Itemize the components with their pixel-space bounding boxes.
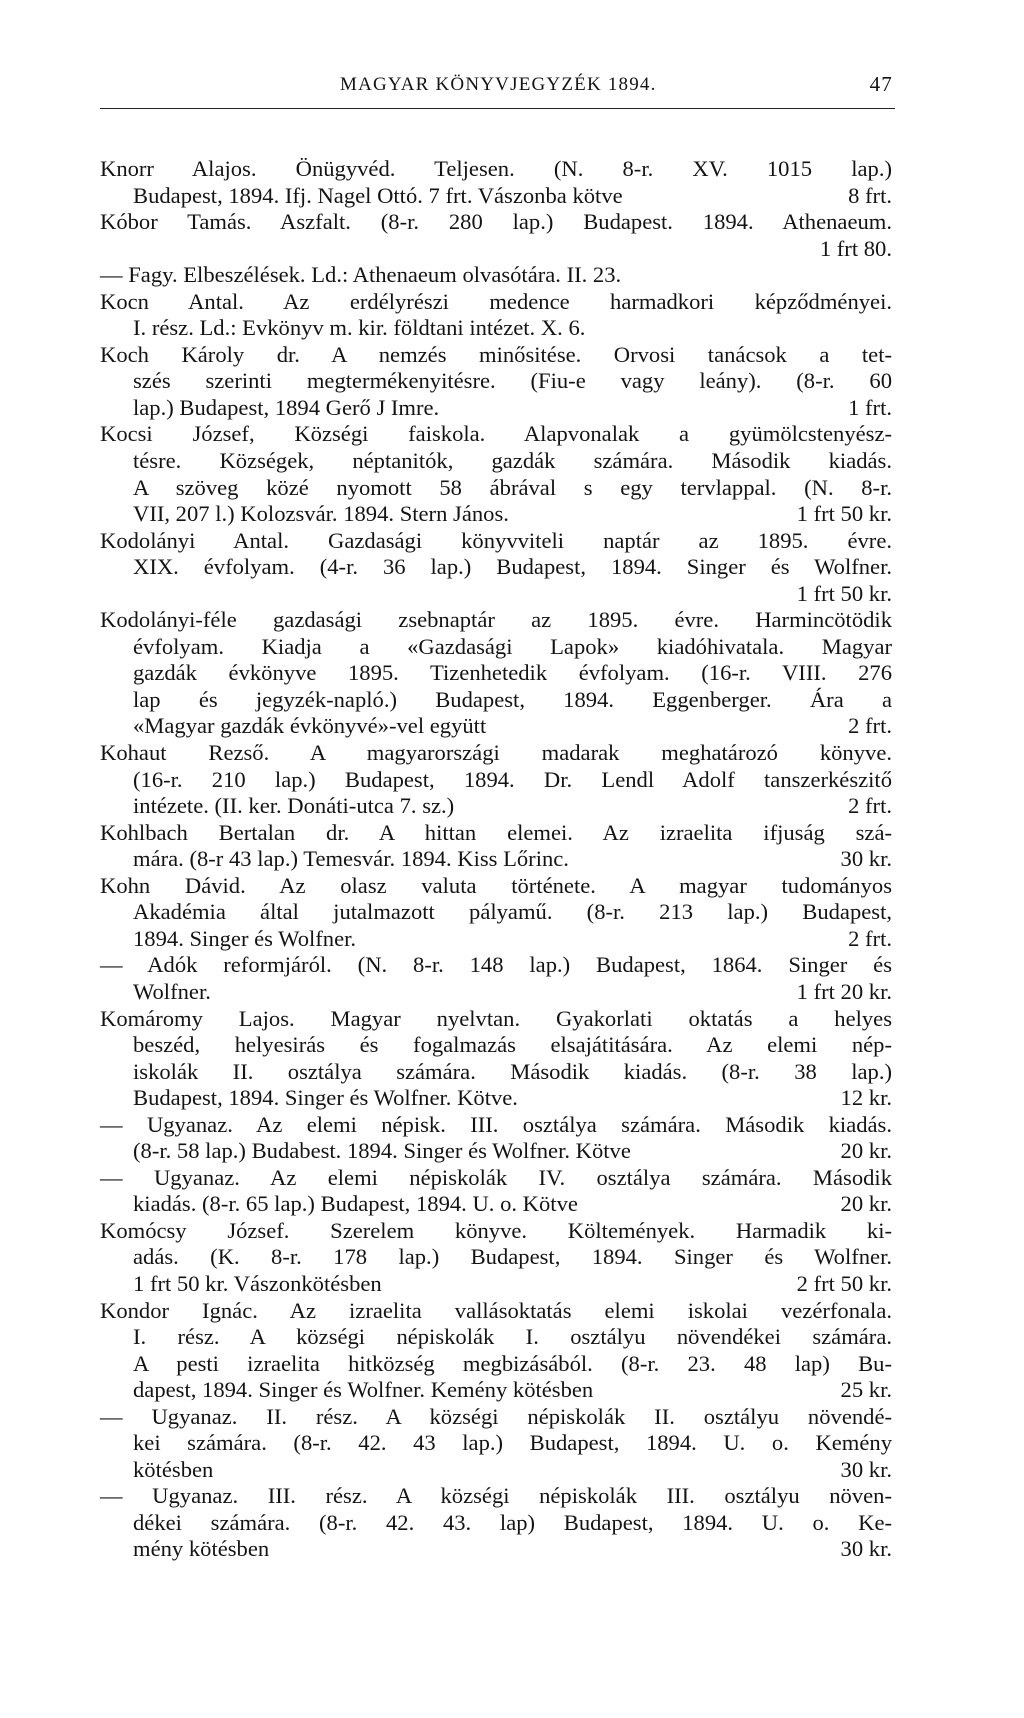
entry-price: 20 kr.: [840, 1191, 892, 1217]
entry-line: Kóbor Tamás. Aszfalt. (8-r. 280 lap.) Budapest. 1894. Athenaeum.: [100, 209, 892, 235]
entry-line: [100, 979, 892, 1006]
entry-text: mény kötésben: [133, 1536, 270, 1562]
entry-line: [100, 1085, 892, 1112]
entry-line: [100, 1377, 892, 1404]
entry-line: Akadémia által jutalmazott pályamű. (8-r. 213 lap.) Budapest,: [133, 899, 892, 925]
entry-line: dékei számára. (8-r. 42. 43. lap) Budapest, 1894. U. o. Ke-: [133, 1509, 892, 1535]
catalog-entry: [100, 873, 892, 953]
entry-text: kiadás. (8-r. 65 lap.) Budapest, 1894. U. o. Kötve: [133, 1191, 578, 1217]
entry-line: [100, 1271, 892, 1298]
entry-line: Kocsi József, Községi faiskola. Alapvonalak a gyümölcstenyész-: [100, 421, 892, 447]
entry-text: «Magyar gazdák évkönyvé»-vel együtt: [133, 713, 487, 739]
catalog-entry: [100, 1483, 892, 1563]
entry-line: gazdák évkönyve 1895. Tizenhetedik évfolyam. (16-r. VIII. 276: [133, 660, 892, 686]
catalog-entry: [100, 1112, 892, 1165]
entry-line: Kondor Ignác. Az izraelita vallásoktatás elemi iskolai vezérfonala.: [100, 1297, 892, 1323]
entry-line: Kohlbach Bertalan dr. A hittan elemei. Az izraelita ifjuság szá-: [100, 819, 892, 845]
entry-line: XIX. évfolyam. (4-r. 36 lap.) Budapest, 1894. Singer és Wolfner.: [133, 554, 892, 580]
entry-line: [100, 501, 892, 528]
entry-line: szés szerinti megtermékenyitésre. (Fiu-e vagy leány). (8-r. 60: [133, 368, 892, 394]
entry-line: [100, 846, 892, 873]
catalog-entry: [100, 1218, 892, 1298]
entry-line: I. rész. A községi népiskolák I. osztályu növendékei számára.: [133, 1324, 892, 1350]
entry-text: (8-r. 58 lap.) Budabest. 1894. Singer és Wolfner. Kötve: [133, 1138, 631, 1164]
entry-text: 1894. Singer és Wolfner.: [133, 925, 357, 951]
entry-line: — Ugyanaz. Az elemi népiskolák IV. osztálya számára. Második: [100, 1164, 892, 1190]
entry-text: VII, 207 l.) Kolozsvár. 1894. Stern János.: [133, 501, 509, 527]
catalog-entry: [100, 820, 892, 873]
entry-line: 1 frt 80.: [819, 235, 892, 261]
catalog-entry: [100, 607, 892, 740]
entry-text: Wolfner.: [133, 978, 211, 1004]
catalog-entry: [100, 421, 892, 527]
catalog-entry: [100, 952, 892, 1005]
entry-line: kei számára. (8-r. 42. 43 lap.) Budapest, 1894. U. o. Kemény: [133, 1430, 892, 1456]
entry-line: Komócsy József. Szerelem könyve. Költemények. Harmadik ki-: [100, 1217, 892, 1243]
page-header: [100, 68, 895, 100]
entry-price: 30 kr.: [840, 846, 892, 872]
entry-price: 2 frt.: [848, 793, 892, 819]
entry-line: (16-r. 210 lap.) Budapest, 1894. Dr. Lendl Adolf tanszerkészitő: [133, 766, 892, 792]
entry-text: dapest, 1894. Singer és Wolfner. Kemény kötésben: [133, 1377, 594, 1403]
entry-line: iskolák II. osztálya számára. Második kiadás. (8-r. 38 lap.): [133, 1058, 892, 1084]
entry-line: — Fagy. Elbeszélések. Ld.: Athenaeum olvasótára. II. 23.: [100, 262, 622, 288]
entry-line: Kohaut Rezső. A magyarországi madarak meghatározó könyve.: [100, 740, 892, 766]
entry-line: lap és jegyzék-napló.) Budapest, 1894. Eggenberger. Ára a: [133, 686, 892, 712]
entry-line: Kodolányi-féle gazdasági zsebnaptár az 1895. évre. Harmincötödik: [100, 607, 892, 633]
entry-line: Kodolányi Antal. Gazdasági könyvviteli naptár az 1895. évre.: [100, 527, 892, 553]
running-title: MAGYAR KÖNYVJEGYZÉK 1894.: [340, 74, 657, 95]
entry-text: Budapest, 1894. Singer és Wolfner. Kötve.: [133, 1085, 518, 1111]
entry-line: adás. (K. 8-r. 178 lap.) Budapest, 1894. Singer és Wolfner.: [133, 1244, 892, 1270]
entry-price: 2 frt 50 kr.: [796, 1270, 892, 1296]
entry-text: 1 frt 50 kr. Vászonkötésben: [133, 1270, 382, 1296]
catalog-entry: [100, 740, 892, 820]
entry-line: beszéd, helyesirás és fogalmazás elsajátitására. Az elemi nép-: [133, 1032, 892, 1058]
entry-price: 1 frt 50 kr.: [796, 501, 892, 527]
entry-line: Koch Károly dr. A nemzés minősitése. Orvosi tanácsok a tet-: [100, 341, 892, 367]
entry-line: tésre. Községek, néptanitók, gazdák számára. Második kiadás.: [133, 448, 892, 474]
entry-price: 2 frt.: [848, 713, 892, 739]
entry-line: [100, 183, 892, 210]
catalog-entries: [100, 156, 892, 1563]
catalog-entry: [100, 1404, 892, 1484]
entry-text: lap.) Budapest, 1894 Gerő J Imre.: [133, 394, 440, 420]
entry-line: [100, 395, 892, 422]
catalog-entry: [100, 1298, 892, 1404]
entry-line: Kohn Dávid. Az olasz valuta története. A magyar tudományos: [100, 872, 892, 898]
entry-price: 1 frt 20 kr.: [796, 978, 892, 1004]
entry-line: [100, 926, 892, 953]
entry-price: 8 frt.: [848, 182, 892, 208]
entry-price: 30 kr.: [840, 1456, 892, 1482]
entry-line: [100, 1138, 892, 1165]
page-number: 47: [869, 72, 893, 96]
entry-line: [100, 793, 892, 820]
entry-price: 12 kr.: [840, 1085, 892, 1111]
entry-line: — Ugyanaz. II. rész. A községi népiskolák II. osztályu növendé-: [100, 1403, 892, 1429]
catalog-entry: [100, 1165, 892, 1218]
entry-price: 30 kr.: [840, 1536, 892, 1562]
entry-price: 2 frt.: [848, 925, 892, 951]
catalog-entry: [100, 262, 892, 289]
entry-line: — Ugyanaz. Az elemi népisk. III. osztálya számára. Második kiadás.: [100, 1111, 892, 1137]
entry-line: [100, 1536, 892, 1563]
entry-text: intézete. (II. ker. Donáti-utca 7. sz.): [133, 793, 455, 819]
entry-line: A pesti izraelita hitközség megbizásából. (8-r. 23. 48 lap) Bu-: [133, 1350, 892, 1376]
entry-line: [100, 1191, 892, 1218]
entry-text: mára. (8-r 43 lap.) Temesvár. 1894. Kiss Lőrinc.: [133, 846, 569, 872]
entry-line: 1 frt 50 kr.: [796, 580, 892, 606]
catalog-entry: [100, 342, 892, 422]
catalog-entry: [100, 1006, 892, 1112]
header-rule: [100, 108, 895, 109]
catalog-entry: [100, 528, 892, 608]
catalog-entry: [100, 156, 892, 209]
entry-line: [100, 713, 892, 740]
entry-line: I. rész. Ld.: Evkönyv m. kir. földtani intézet. X. 6.: [133, 315, 586, 341]
entry-line: Knorr Alajos. Önügyvéd. Teljesen. (N. 8-r. XV. 1015 lap.): [100, 156, 892, 181]
entry-line: A szöveg közé nyomott 58 ábrával s egy tervlappal. (N. 8-r.: [133, 474, 892, 500]
catalog-entry: [100, 289, 892, 342]
entry-price: 1 frt.: [848, 394, 892, 420]
entry-price: 25 kr.: [840, 1377, 892, 1403]
entry-line: Komáromy Lajos. Magyar nyelvtan. Gyakorlati oktatás a helyes: [100, 1005, 892, 1031]
entry-line: — Ugyanaz. III. rész. A községi népiskolák III. osztályu növen-: [100, 1483, 892, 1509]
entry-line: Kocn Antal. Az erdélyrészi medence harmadkori képződményei.: [100, 288, 892, 314]
entry-line: évfolyam. Kiadja a «Gazdasági Lapok» kiadóhivatala. Magyar: [133, 633, 892, 659]
entry-line: — Adók reformjáról. (N. 8-r. 148 lap.) Budapest, 1864. Singer és: [100, 952, 892, 978]
entry-text: Budapest, 1894. Ifj. Nagel Ottó. 7 frt. Vászonba kötve: [133, 182, 623, 208]
entry-line: [100, 1457, 892, 1484]
entry-price: 20 kr.: [840, 1138, 892, 1164]
catalog-entry: [100, 209, 892, 262]
entry-text: kötésben: [133, 1456, 214, 1482]
